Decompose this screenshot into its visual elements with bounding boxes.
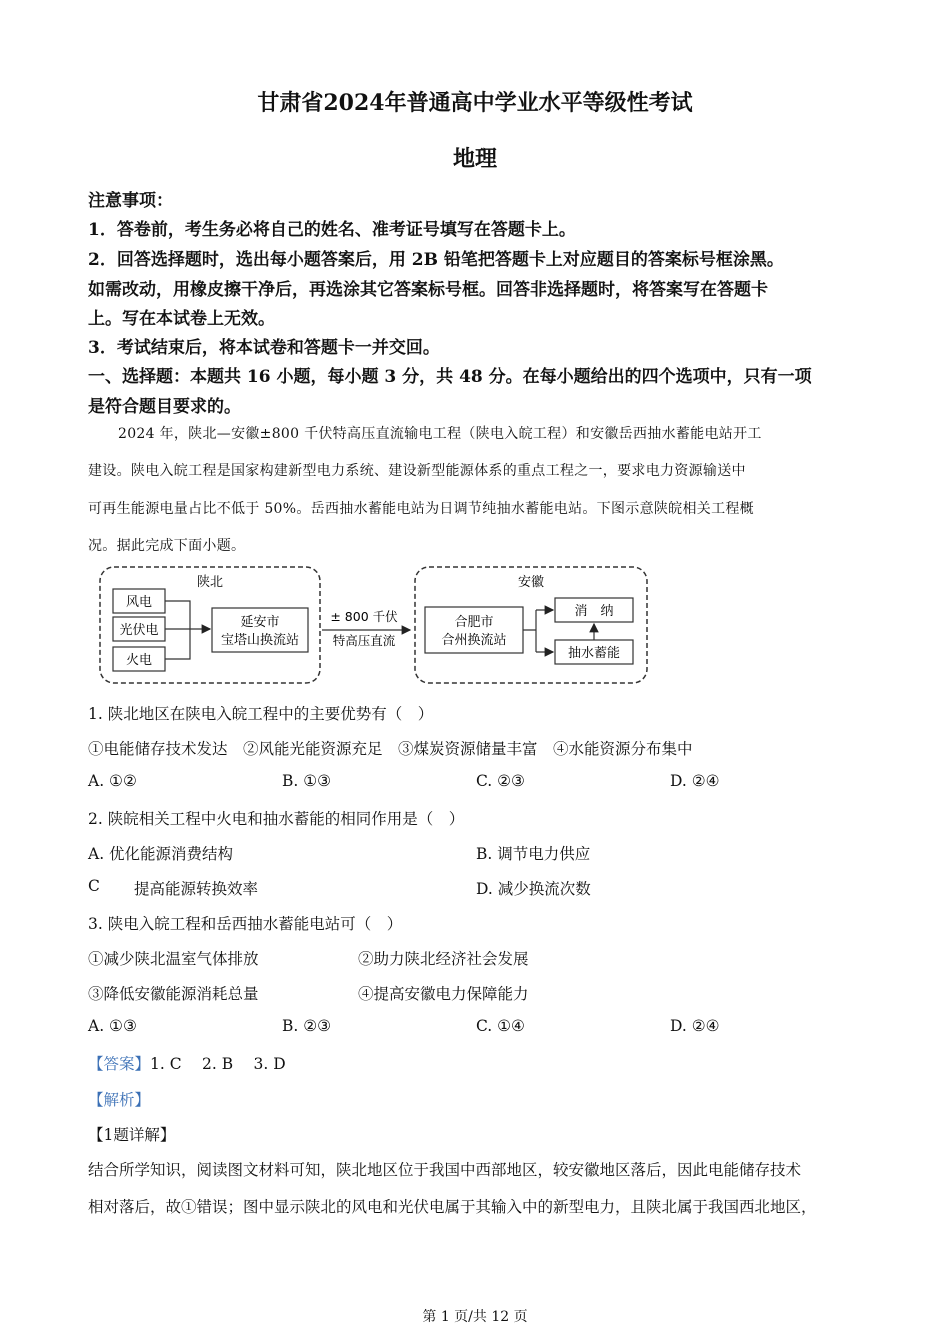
detail-label: 【1题详解】: [88, 1126, 176, 1144]
q3-option-b: B. ②③: [282, 1017, 332, 1035]
notice-line-3: 如需改动，用橡皮擦干净后，再选涂其它答案标号框。回答非选择题时，将答案写在答题卡: [88, 280, 768, 300]
q3-item-1: ①减少陕北温室气体排放: [88, 950, 259, 968]
q3-item-4: ④提高安徽电力保障能力: [358, 985, 529, 1003]
shaanbei-region-label: 陕北: [196, 575, 224, 590]
solar-power-label: 光伏电: [119, 623, 159, 638]
q3-stem: 3. 陕电入皖工程和岳西抽水蓄能电站可（ ）: [88, 915, 403, 933]
passage-line-1: 2024 年，陕北—安徽±800 千伏特高压直流输电工程（陕电入皖工程）和安徽岳西抽水蓄能电站开工: [118, 426, 762, 442]
yanan-station-line-1: 延安市: [240, 615, 280, 630]
thermal-power-label: 火电: [125, 653, 153, 668]
uhv-line-label-2: 特高压直流: [332, 633, 396, 648]
hefei-station-line-2: 合州换流站: [441, 633, 507, 648]
section-line-2: 是符合题目要求的。: [88, 397, 241, 417]
q3-option-d: D. ②④: [670, 1017, 720, 1035]
anhui-region-label: 安徽: [517, 575, 545, 590]
hefei-station-line-1: 合肥市: [454, 615, 494, 630]
q1-stem: 1. 陕北地区在陕电入皖工程中的主要优势有（ ）: [88, 705, 434, 723]
q2-option-c: 提高能源转换效率: [134, 880, 259, 898]
notice-line-4: 上。写在本试卷上无效。: [88, 309, 275, 329]
answer-text: 1. C 2. B 3. D: [150, 1055, 286, 1073]
answer-row: [88, 1052, 286, 1074]
analysis-paragraph-line-1: 结合所学知识，阅读图文材料可知，陕北地区位于我国中西部地区，较安徽地区落后，因此电能储存技术: [88, 1161, 802, 1179]
q3-option-a: A. ①③: [88, 1017, 137, 1035]
q2-option-d: D. 减少换流次数: [476, 880, 591, 898]
hefei-connector: [523, 610, 536, 652]
energy-flow-diagram: [98, 564, 658, 688]
wind-power-label: 风电: [125, 595, 153, 610]
notice-heading: 注意事项：: [88, 191, 173, 211]
analysis-paragraph-line-2: 相对落后，故①错误；图中显示陕北的风电和光伏电属于其输入中的新型电力，且陕北属于我国西北地区，: [88, 1198, 817, 1216]
q1-option-d: D. ②④: [670, 772, 720, 790]
subject-title: 地理: [452, 146, 497, 172]
section-line-1: 一、选择题：本题共 16 小题，每小题 3 分，共 48 分。在每小题给出的四个选项中，只有一项: [88, 367, 812, 387]
passage-line-2: 建设。陕电入皖工程是国家构建新型电力系统、建设新型能源体系的重点工程之一，要求电力资源输送中: [88, 463, 746, 479]
pumped-storage-label: 抽水蓄能: [567, 646, 621, 661]
analysis-label: 【解析】: [88, 1091, 151, 1109]
notice-line-2: 2．回答选择题时，选出每小题答案后，用 2B 铅笔把答题卡上对应题目的答案标号框涂黑。: [88, 250, 784, 270]
passage-line-3: 可再生能源电量占比不低于 50%。岳西抽水蓄能电站为日调节纯抽水蓄能电站。下图示意陕皖相关工程概: [88, 501, 754, 517]
consumption-label: 消 纳: [574, 604, 614, 619]
q2-option-c-label: C: [88, 877, 100, 895]
q1-items: ①电能储存技术发达 ②风能光能资源充足 ③煤炭资源储量丰富 ④水能资源分布集中: [88, 740, 693, 758]
q3-item-3: ③降低安徽能源消耗总量: [88, 985, 259, 1003]
q1-option-c: C. ②③: [476, 772, 525, 790]
exam-title: 甘肃省2024年普通高中学业水平等级性考试: [257, 90, 693, 116]
q1-option-b: B. ①③: [282, 772, 332, 790]
source-connector: [165, 601, 190, 659]
page-footer: 第 1 页/共 12 页: [422, 1309, 528, 1325]
uhv-line-label-1: ± 800 千伏: [330, 609, 398, 624]
answer-label: 【答案】: [88, 1055, 151, 1073]
q2-option-a: A. 优化能源消费结构: [88, 845, 234, 863]
q3-option-c: C. ①④: [476, 1017, 525, 1035]
q2-stem: 2. 陕皖相关工程中火电和抽水蓄能的相同作用是（ ）: [88, 810, 465, 828]
q2-option-b: B. 调节电力供应: [476, 845, 591, 863]
notice-line-5: 3．考试结束后，将本试卷和答题卡一并交回。: [88, 338, 440, 358]
passage-line-4: 况。据此完成下面小题。: [88, 538, 246, 554]
notice-line-1: 1．答卷前，考生务必将自己的姓名、准考证号填写在答题卡上。: [88, 220, 576, 240]
q3-item-2: ②助力陕北经济社会发展: [358, 950, 529, 968]
q1-option-a: A. ①②: [88, 772, 137, 790]
yanan-station-line-2: 宝塔山换流站: [220, 633, 300, 648]
